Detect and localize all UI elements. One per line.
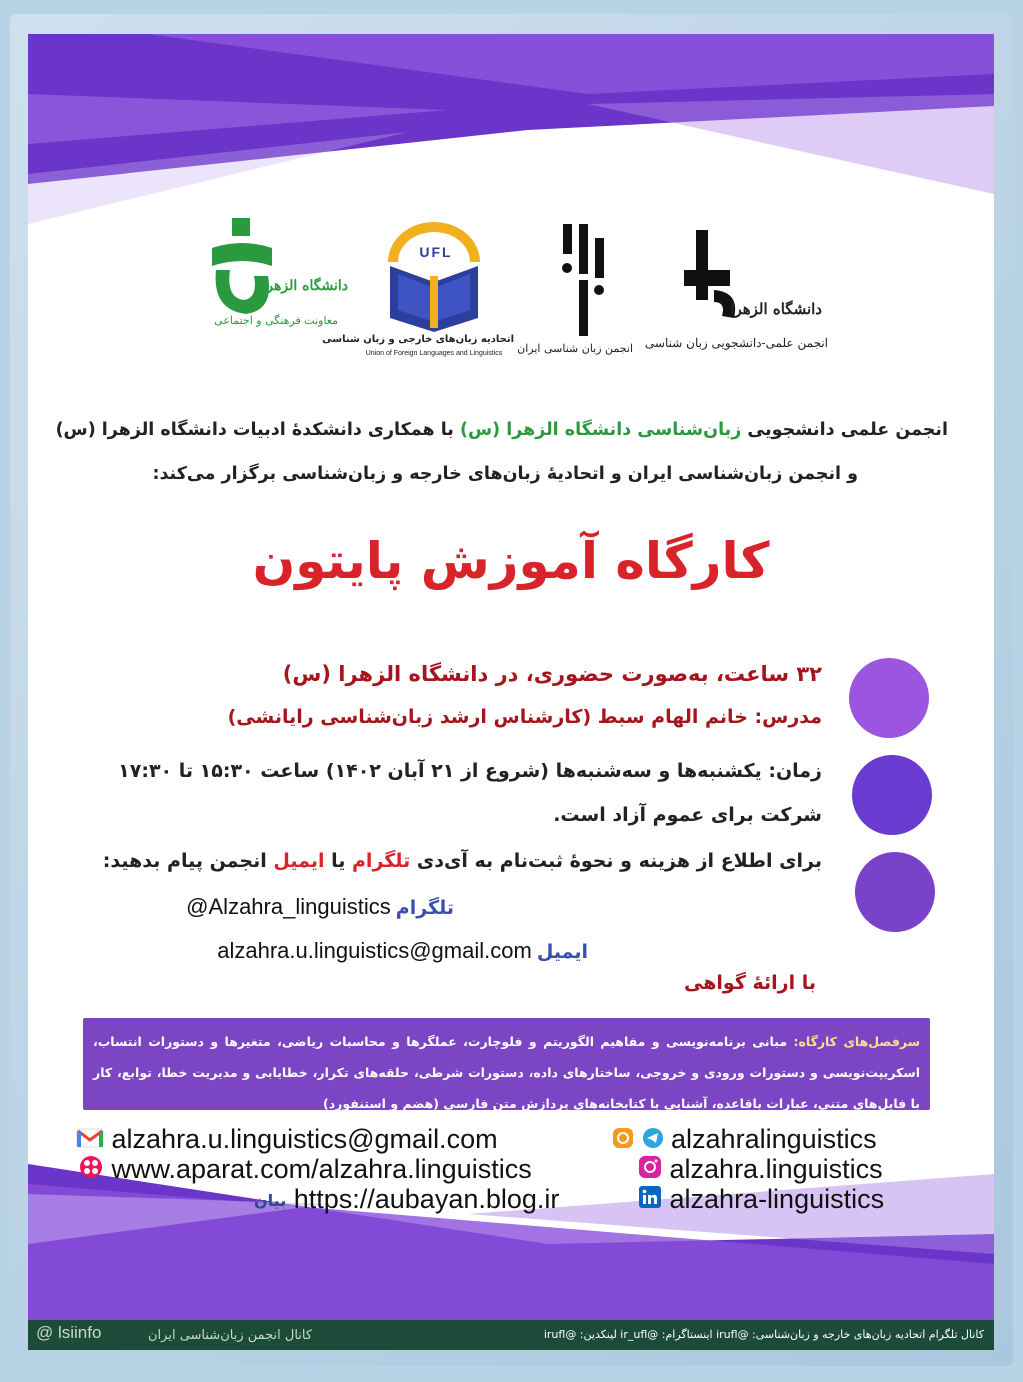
linkedin-icon: [638, 1185, 662, 1216]
intro-line-1: [48, 420, 948, 440]
footer-blog[interactable]: [254, 1184, 559, 1215]
alzahra-cultural-logo-name: دانشگاه الزهرا: [262, 278, 348, 294]
detail-instructor: مدرس: خانم الهام سبط (کارشناس ارشد زبان‌شناسی رایانشی): [227, 706, 822, 728]
topics-box: [83, 1018, 930, 1110]
ufl-logo: [322, 222, 514, 372]
registration-email-word: ایمیل: [273, 850, 325, 872]
email-contact[interactable]: [217, 938, 588, 964]
alzahra-cultural-logo-caption: معاونت فرهنگی و اجتماعی: [214, 314, 338, 327]
linkedin-handle[interactable]: alzahra-linguistics: [669, 1184, 885, 1214]
footer-aparat[interactable]: [78, 1154, 532, 1187]
aparat-icon: [78, 1154, 104, 1187]
topics-label: سرفصل‌های کارگاه:: [793, 1034, 920, 1049]
bottom-bar-lsi-channel: کانال انجمن زبان‌شناسی ایران: [148, 1328, 313, 1343]
footer-telegram-eitaa[interactable]: [612, 1124, 877, 1156]
gmail-address[interactable]: alzahra.u.linguistics@gmail.com: [111, 1124, 498, 1154]
registration-telegram-word: تلگرام: [352, 850, 411, 872]
bullet-dot-1: [849, 658, 929, 738]
eitaa-icon: [612, 1125, 634, 1156]
intro-highlight: زبان‌شناسی دانشگاه الزهرا (س): [459, 420, 742, 440]
alzahra-linguistics-logo-caption: انجمن علمی-دانشجویی زبان شناسی: [644, 336, 828, 350]
alzahra-linguistics-logo-name: دانشگاه الزهرا: [730, 300, 822, 318]
registration-text-a: برای اطلاع از هزینه و نحوهٔ ثبت‌نام به آی‌دی: [410, 850, 822, 872]
bottom-bar-lsi-id[interactable]: @ lsiinfo: [36, 1323, 102, 1342]
instagram-icon: [638, 1155, 662, 1186]
detail-time: زمان: یکشنبه‌ها و سه‌شنبه‌ها (شروع از ۲۱ آبان ۱۴۰۲) ساعت ۱۵:۳۰ تا ۱۷:۳۰: [118, 760, 822, 782]
poster: [28, 34, 994, 1350]
registration-or: یا: [324, 850, 352, 872]
workshop-title: کارگاه آموزش پایتون: [252, 532, 770, 590]
footer-instagram[interactable]: [638, 1154, 883, 1186]
bullet-dot-3: [855, 852, 935, 932]
ufl-logo-icon: [382, 222, 486, 334]
detail-duration: ۳۲ ساعت، به‌صورت حضوری، در دانشگاه الزهرا (س): [282, 662, 822, 686]
iran-linguistics-logo-caption: انجمن زبان شناسی ایران: [517, 342, 633, 355]
intro-line-1-start: انجمن علمی دانشجویی: [741, 420, 948, 440]
topics-text: مبانی برنامه‌نویسی و مفاهیم الگوریتم و فلوچارت، عملگرها و محاسبات ریاضی، متغیرها و دستورات انتساب، اسکریپت‌نویسی و دستورات ورودی و خروجی، ساختارهای داده، دستورات شرطی، حلقه‌های تکرار، خطایابی و مدیریت خطا، توابع، کار با فایل‌های متنی، عبارات باقاعده، آشنایی با کتابخانه‌های پردازش متن فارسی (هضم و استنفورد): [93, 1034, 920, 1111]
bottom-bar-ufl-socials: کانال تلگرام اتحادیه زبان‌های خارجه و زبان‌شناسی: @irufl اینستاگرام: @ir_ufl لینکدین: @irufl: [543, 1328, 984, 1341]
telegram-contact[interactable]: [186, 894, 454, 920]
telegram-label: تلگرام: [395, 897, 454, 919]
registration-text-b: انجمن پیام بدهید:: [102, 850, 274, 872]
alzahra-linguistics-logo: [644, 230, 828, 370]
email-address[interactable]: alzahra.u.linguistics@gmail.com: [217, 938, 532, 963]
intro-line-2: و انجمن زبان‌شناسی ایران و اتحادیهٔ زبان‌های خارجه و زبان‌شناسی برگزار می‌کند:: [152, 464, 858, 484]
ufl-badge-text: UFL: [419, 244, 453, 260]
intro-line-1-end: با همکاری دانشکدهٔ ادبیات دانشگاه الزهرا (س): [55, 420, 460, 440]
iran-linguistics-logo: [517, 220, 633, 370]
ufl-caption-en: Union of Foreign Languages and Linguistics: [365, 350, 503, 357]
gmail-icon: [76, 1125, 104, 1156]
email-label: ایمیل: [536, 941, 588, 963]
bullet-dot-2: [852, 755, 932, 835]
blog-url[interactable]: https://aubayan.blog.ir: [293, 1184, 560, 1214]
telegram-icon: [642, 1125, 664, 1156]
footer-linkedin[interactable]: [638, 1184, 884, 1216]
alzahra-cultural-logo-icon: [202, 218, 282, 328]
alzahra-cultural-logo: [198, 218, 348, 358]
aparat-url[interactable]: www.aparat.com/alzahra.linguistics: [111, 1154, 532, 1184]
detail-open-to-public: شرکت برای عموم آزاد است.: [553, 804, 822, 826]
bayan-logo-icon: بیان: [254, 1191, 287, 1211]
telegram-eitaa-handle[interactable]: alzahralinguistics: [671, 1124, 877, 1154]
iran-linguistics-logo-icon: [559, 220, 609, 340]
certificate-note: با ارائهٔ گواهی: [684, 972, 816, 994]
instagram-handle[interactable]: alzahra.linguistics: [669, 1154, 883, 1184]
footer-gmail[interactable]: [76, 1124, 498, 1156]
telegram-id[interactable]: @Alzahra_linguistics: [186, 894, 391, 919]
detail-registration: [103, 850, 822, 872]
ufl-caption-fa: اتحادیه زبان‌های خارجی و زبان شناسی: [322, 334, 514, 345]
